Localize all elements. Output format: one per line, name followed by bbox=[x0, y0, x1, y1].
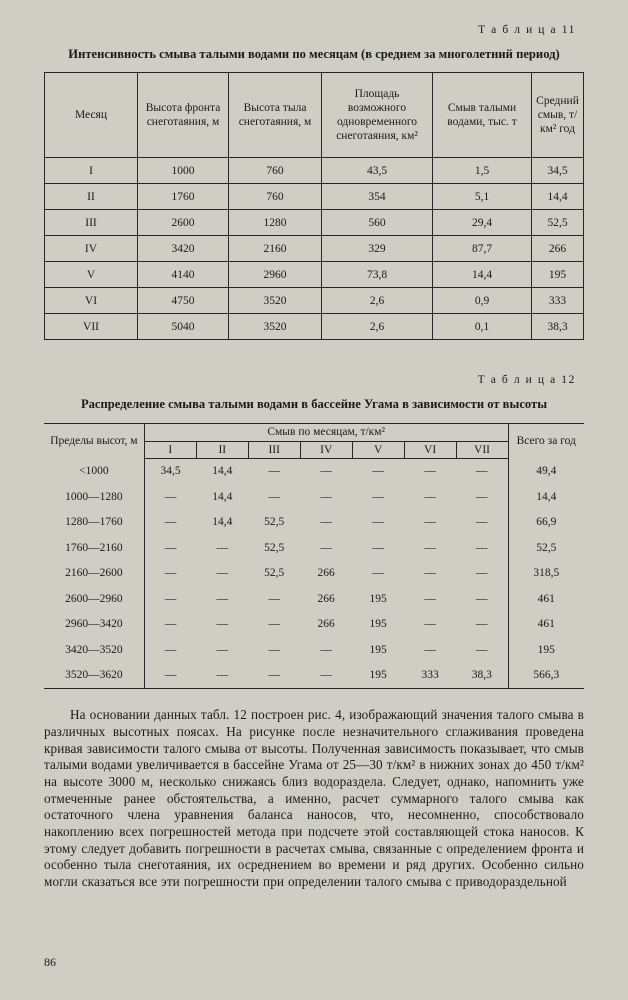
cell: — bbox=[456, 612, 508, 638]
cell: 0,1 bbox=[433, 314, 532, 340]
table2-col-months-group: Смыв по месяцам, т/км² bbox=[144, 423, 508, 441]
cell: 195 bbox=[352, 663, 404, 689]
cell: — bbox=[144, 510, 196, 536]
table-row bbox=[45, 184, 584, 210]
cell: 52,5 bbox=[532, 210, 584, 236]
cell: — bbox=[424, 592, 436, 605]
cell-total: 52,5 bbox=[536, 541, 557, 554]
cell: — bbox=[456, 637, 508, 663]
table-row bbox=[45, 288, 584, 314]
table-row bbox=[45, 262, 584, 288]
table2-month-3: III bbox=[248, 441, 300, 458]
cell: 43,5 bbox=[322, 158, 433, 184]
cell-range: 3420—3520 bbox=[65, 643, 123, 656]
table1-col-front-height: Высота фронта снеготаяния, м bbox=[138, 73, 229, 158]
cell: 195 bbox=[369, 618, 387, 631]
table2-col-total: Всего за год bbox=[508, 423, 584, 458]
cell: — bbox=[424, 490, 436, 503]
table-row bbox=[44, 561, 584, 587]
table-row bbox=[44, 637, 584, 663]
cell: — bbox=[144, 561, 196, 587]
cell: 14,4 bbox=[212, 465, 233, 478]
cell: — bbox=[424, 465, 436, 478]
cell: — bbox=[268, 490, 280, 503]
table1-col-washout: Смыв талыми водами, тыс. т bbox=[433, 73, 532, 158]
cell: 73,8 bbox=[322, 262, 433, 288]
table1-col-mean-washout: Средний смыв, т/км² год bbox=[532, 73, 584, 158]
cell: 560 bbox=[322, 210, 433, 236]
table-row bbox=[44, 586, 584, 612]
table-row bbox=[45, 210, 584, 236]
table1-title: Интенсивность смыва талыми водами по месяцам (в среднем за многолетний период) bbox=[68, 47, 560, 61]
cell: VII bbox=[45, 314, 138, 340]
cell: 195 bbox=[369, 643, 387, 656]
cell: — bbox=[320, 541, 332, 554]
cell: — bbox=[456, 458, 508, 484]
table1-col-month: Месяц bbox=[45, 73, 138, 158]
cell: 4140 bbox=[138, 262, 229, 288]
table1-col-rear-height: Высота тыла снеготаяния, м bbox=[229, 73, 322, 158]
cell: — bbox=[144, 484, 196, 510]
table2-month-1: I bbox=[144, 441, 196, 458]
cell-range: 2160—2600 bbox=[65, 567, 123, 580]
cell: 34,5 bbox=[532, 158, 584, 184]
cell: 1280 bbox=[229, 210, 322, 236]
table2-month-2: II bbox=[196, 441, 248, 458]
cell: 1760 bbox=[138, 184, 229, 210]
cell-range: 2960—3420 bbox=[65, 618, 123, 631]
cell: — bbox=[216, 567, 229, 580]
cell: — bbox=[268, 465, 280, 478]
cell: 2960 bbox=[229, 262, 322, 288]
cell: — bbox=[144, 586, 196, 612]
cell: — bbox=[268, 643, 280, 656]
cell: — bbox=[456, 561, 508, 587]
cell-total: 461 bbox=[537, 618, 555, 631]
cell: 5,1 bbox=[433, 184, 532, 210]
cell: — bbox=[268, 618, 280, 631]
table2-header-row-top bbox=[44, 423, 584, 441]
cell-range: 1280—1760 bbox=[65, 516, 123, 529]
section-gap bbox=[44, 344, 584, 374]
cell: — bbox=[196, 663, 248, 689]
cell: — bbox=[144, 535, 196, 561]
cell: 52,5 bbox=[264, 541, 285, 554]
cell: 87,7 bbox=[433, 236, 532, 262]
table1-col-area: Площадь возможного одновременного снеготаяния, км² bbox=[322, 73, 433, 158]
table2-month-5: V bbox=[352, 441, 404, 458]
cell: — bbox=[456, 535, 508, 561]
cell: 760 bbox=[229, 158, 322, 184]
cell-range: 3520—3620 bbox=[44, 663, 144, 689]
table2 bbox=[44, 423, 584, 690]
cell: — bbox=[320, 643, 332, 656]
table-row bbox=[44, 510, 584, 536]
cell: 52,5 bbox=[264, 516, 285, 529]
cell: — bbox=[456, 510, 508, 536]
cell: — bbox=[372, 541, 384, 554]
table2-head bbox=[44, 423, 584, 458]
cell: 266 bbox=[317, 618, 335, 631]
cell: 3520 bbox=[229, 314, 322, 340]
cell: — bbox=[320, 465, 332, 478]
cell: — bbox=[216, 643, 229, 656]
cell: — bbox=[144, 663, 196, 689]
cell: 195 bbox=[369, 592, 387, 605]
table2-month-7: VII bbox=[456, 441, 508, 458]
table2-body bbox=[44, 458, 584, 689]
cell: 329 bbox=[322, 236, 433, 262]
cell: — bbox=[424, 618, 436, 631]
cell: 52,5 bbox=[264, 567, 285, 580]
table1-head bbox=[45, 73, 584, 158]
cell: 266 bbox=[317, 567, 335, 580]
cell-range: 1760—2160 bbox=[65, 541, 123, 554]
cell: — bbox=[372, 490, 384, 503]
cell-range: 1000—1280 bbox=[65, 490, 123, 503]
body-text bbox=[44, 707, 584, 891]
cell: — bbox=[248, 663, 300, 689]
table1 bbox=[44, 72, 584, 340]
cell-range: 2600—2960 bbox=[65, 592, 123, 605]
cell: 1,5 bbox=[433, 158, 532, 184]
cell: 3420 bbox=[138, 236, 229, 262]
table1-number: Т а б л и ц а 11 bbox=[478, 24, 576, 36]
table2-col-range: Пределы высот, м bbox=[44, 423, 144, 458]
cell: 3520 bbox=[229, 288, 322, 314]
cell: III bbox=[45, 210, 138, 236]
cell: — bbox=[320, 490, 332, 503]
cell: 2600 bbox=[138, 210, 229, 236]
cell: — bbox=[216, 618, 229, 631]
page-number: 86 bbox=[44, 955, 56, 969]
cell-total: 566,3 bbox=[508, 663, 584, 689]
cell: 760 bbox=[229, 184, 322, 210]
page-content bbox=[44, 24, 584, 891]
body-paragraph: На основании данных табл. 12 построен рис. 4, изображающий значения талого смыва в различных высотных поясах. На рисунке после незначительного сглаживания проведена кривая зависимости талого смыва от высоты. Полученная зависимость показывает, что смыв талыми водами увеличивается в бассейне Угама от 25—30 т/км² в нижних зонах до 450 т/км² на высоте 3000 м, несколько снижаясь близ водораздела. Следует, однако, напомнить уже отмеченные ранее обстоятельства, а именно, расчет суммарного талого смыва как остаточного члена уравнения баланса наносов, что, несомненно, способствовало накоплению всех погрешностей метода при подсчете этой составляющей стока наносов. К этому следует добавить погрешности в расчетах смыва, связанные с определением фронта и особенно тыла снеготаяния, их осреднением во времени и ряд других. Особенно сильно могли сказаться все эти погрешности при определении талого смыва с приводораздельной bbox=[44, 707, 584, 890]
cell: — bbox=[372, 465, 384, 478]
table-row bbox=[44, 535, 584, 561]
cell: 14,4 bbox=[212, 516, 233, 529]
cell: 38,3 bbox=[532, 314, 584, 340]
cell: — bbox=[424, 643, 436, 656]
cell: — bbox=[300, 663, 352, 689]
cell: — bbox=[268, 592, 280, 605]
cell: — bbox=[372, 516, 384, 529]
table2-month-4: IV bbox=[300, 441, 352, 458]
table-row bbox=[44, 484, 584, 510]
cell: 1000 bbox=[138, 158, 229, 184]
cell: I bbox=[45, 158, 138, 184]
cell: — bbox=[216, 541, 229, 554]
cell: 4750 bbox=[138, 288, 229, 314]
table-row bbox=[44, 458, 584, 484]
cell: 354 bbox=[322, 184, 433, 210]
cell: 266 bbox=[317, 592, 335, 605]
cell-total: 66,9 bbox=[536, 516, 557, 529]
cell: 2160 bbox=[229, 236, 322, 262]
cell: V bbox=[45, 262, 138, 288]
cell-total: 14,4 bbox=[536, 490, 557, 503]
cell: — bbox=[456, 484, 508, 510]
table-row bbox=[44, 612, 584, 638]
cell-total: 318,5 bbox=[533, 567, 560, 580]
table-row bbox=[45, 314, 584, 340]
cell: — bbox=[456, 586, 508, 612]
cell: IV bbox=[45, 236, 138, 262]
cell: — bbox=[424, 541, 436, 554]
cell: — bbox=[144, 637, 196, 663]
table-row bbox=[44, 663, 584, 689]
table2-title: Распределение смыва талыми водами в бассейне Угама в зависимости от высоты bbox=[80, 397, 548, 412]
cell: 29,4 bbox=[433, 210, 532, 236]
cell-total: 49,4 bbox=[536, 464, 557, 477]
cell: II bbox=[45, 184, 138, 210]
table2-number: Т а б л и ц а 12 bbox=[477, 374, 576, 387]
cell: 34,5 bbox=[144, 458, 196, 484]
cell: 333 bbox=[404, 663, 456, 689]
cell: 333 bbox=[532, 288, 584, 314]
table2-month-6: VI bbox=[404, 441, 456, 458]
cell-range: <1000 bbox=[79, 464, 109, 477]
cell: 2,6 bbox=[322, 288, 433, 314]
cell: 2,6 bbox=[322, 314, 433, 340]
table-row bbox=[45, 236, 584, 262]
cell: — bbox=[216, 592, 229, 605]
table1-header-row bbox=[45, 73, 584, 158]
cell: 0,9 bbox=[433, 288, 532, 314]
cell: 38,3 bbox=[456, 663, 508, 689]
cell: — bbox=[144, 612, 196, 638]
cell: — bbox=[424, 516, 436, 529]
cell: — bbox=[424, 567, 436, 580]
table-row bbox=[45, 158, 584, 184]
cell: 266 bbox=[532, 236, 584, 262]
cell: — bbox=[372, 567, 384, 580]
cell-total: 195 bbox=[537, 643, 555, 656]
table1-body bbox=[45, 158, 584, 340]
cell: — bbox=[320, 516, 332, 529]
cell-total: 461 bbox=[537, 592, 555, 605]
cell: VI bbox=[45, 288, 138, 314]
cell: 5040 bbox=[138, 314, 229, 340]
cell: 195 bbox=[532, 262, 584, 288]
cell: 14,4 bbox=[433, 262, 532, 288]
cell: 14,4 bbox=[532, 184, 584, 210]
cell: 14,4 bbox=[212, 490, 233, 503]
